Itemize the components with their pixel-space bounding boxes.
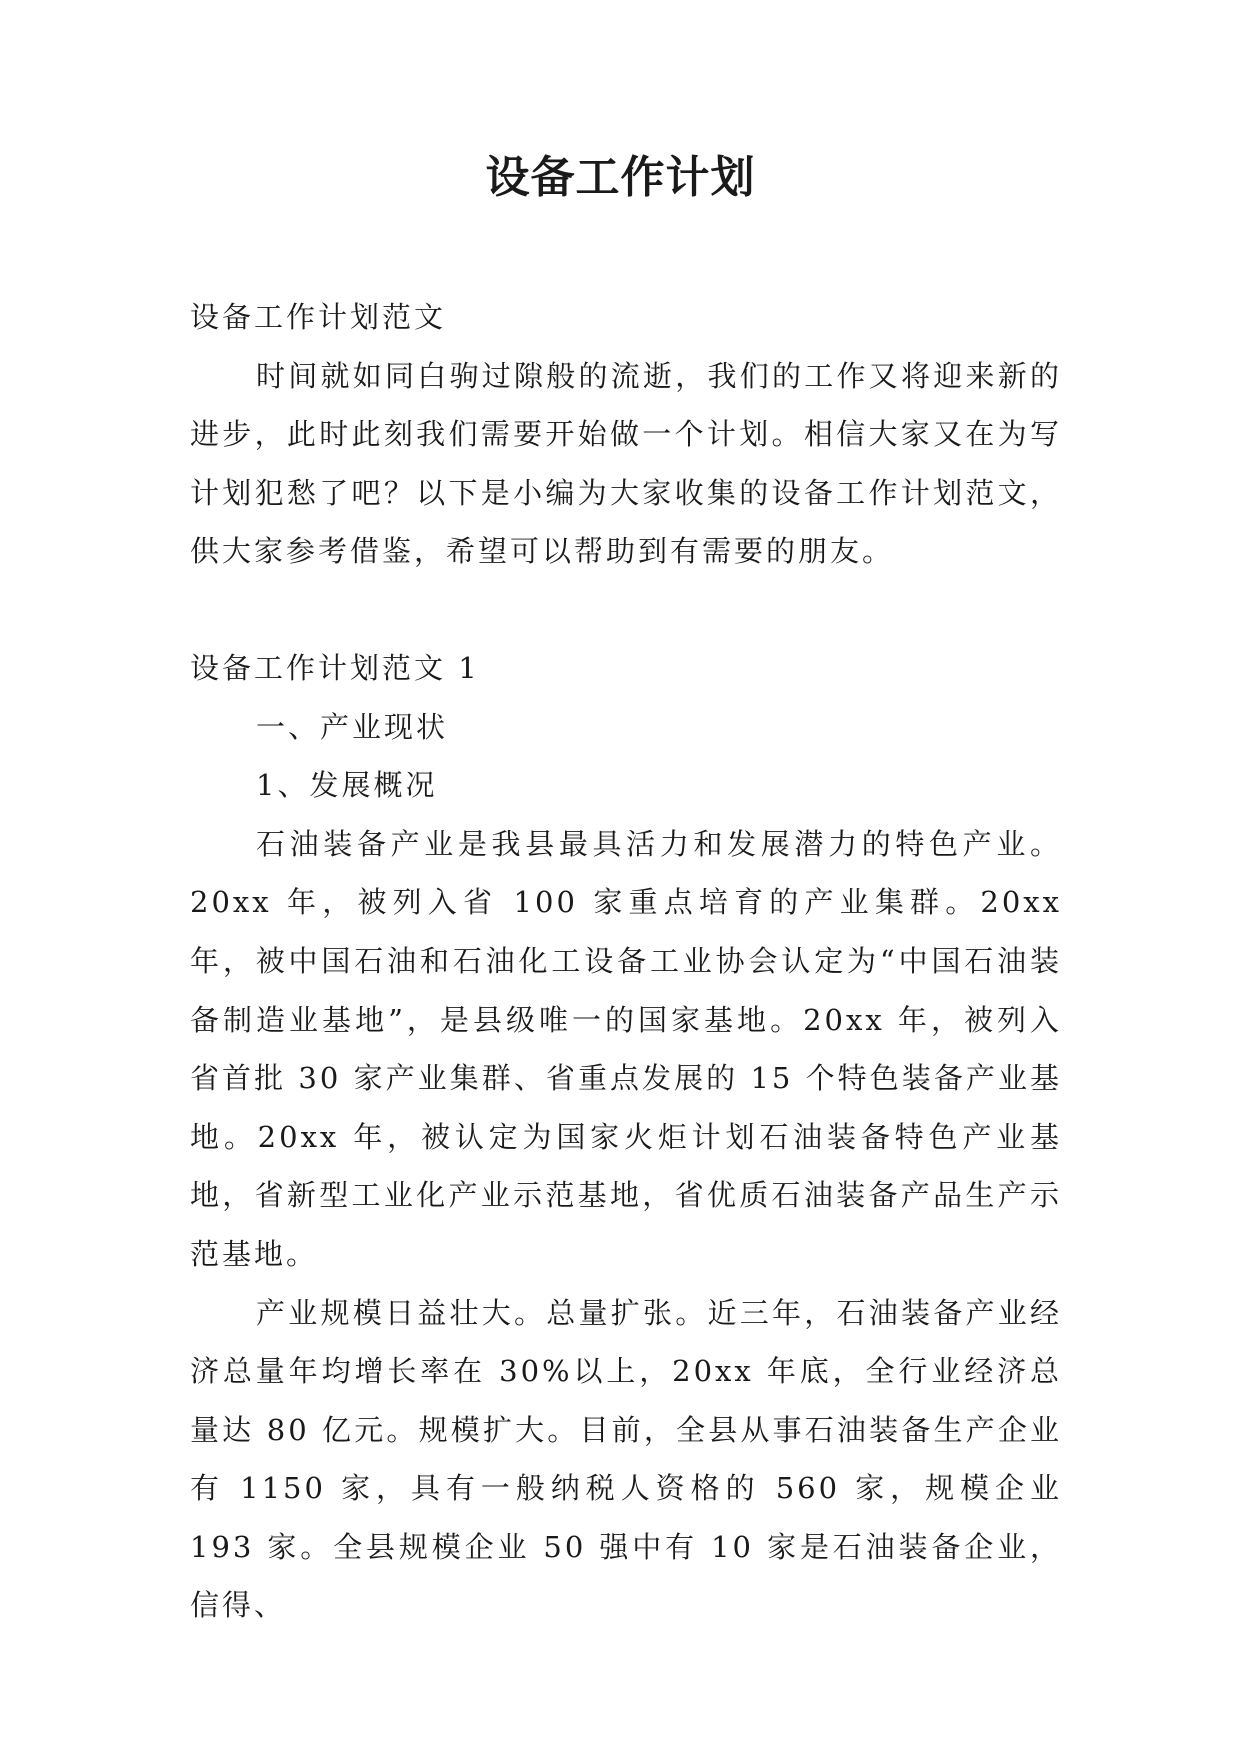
chapter-heading: 一、产业现状	[256, 709, 449, 744]
document-title: 设备工作计划	[485, 152, 756, 203]
intro-paragraph: 时间就如同白驹过隙般的流逝，我们的工作又将迎来新的进步，此时此刻我们需要开始做一个计划。相信大家又在为写计划犯愁了吧？以下是小编为大家收集的设备工作计划范文，供大家参考借鉴，希望可以帮助到有需要的朋友。	[190, 358, 1062, 569]
body-paragraph: 石油装备产业是我县最具活力和发展潜力的特色产业。20xx 年，被列入省 100 家重点培育的产业集群。20xx 年，被中国石油和石油化工设备工业协会认定为“中国石油装备制造业基地”，是县级唯一的国家基地。20xx 年，被列入省首批 30 家产业集群、省重点发展的 15 个特色装备产业基地。20xx 年，被认定为国家火炬计划石油装备特色产业基地，省新型工业化产业示范基地，省优质石油装备产品生产示范基地。	[190, 826, 1062, 1271]
body-paragraph: 产业规模日益壮大。总量扩张。近三年，石油装备产业经济总量年均增长率在 30%以上，20xx 年底，全行业经济总量达 80 亿元。规模扩大。目前，全县从事石油装备生产企业有 1150 家，具有一般纳税人资格的 560 家，规模企业 193 家。全县规模企业 50 强中有 10 家是石油装备企业，信得、	[190, 1295, 1062, 1623]
section-heading: 设备工作计划范文	[190, 300, 447, 334]
paragraph-spacer	[190, 581, 1062, 639]
subsection-heading: 1、发展概况	[256, 768, 438, 803]
section-heading: 设备工作计划范文 1	[190, 650, 480, 685]
document-body	[190, 288, 1062, 1635]
